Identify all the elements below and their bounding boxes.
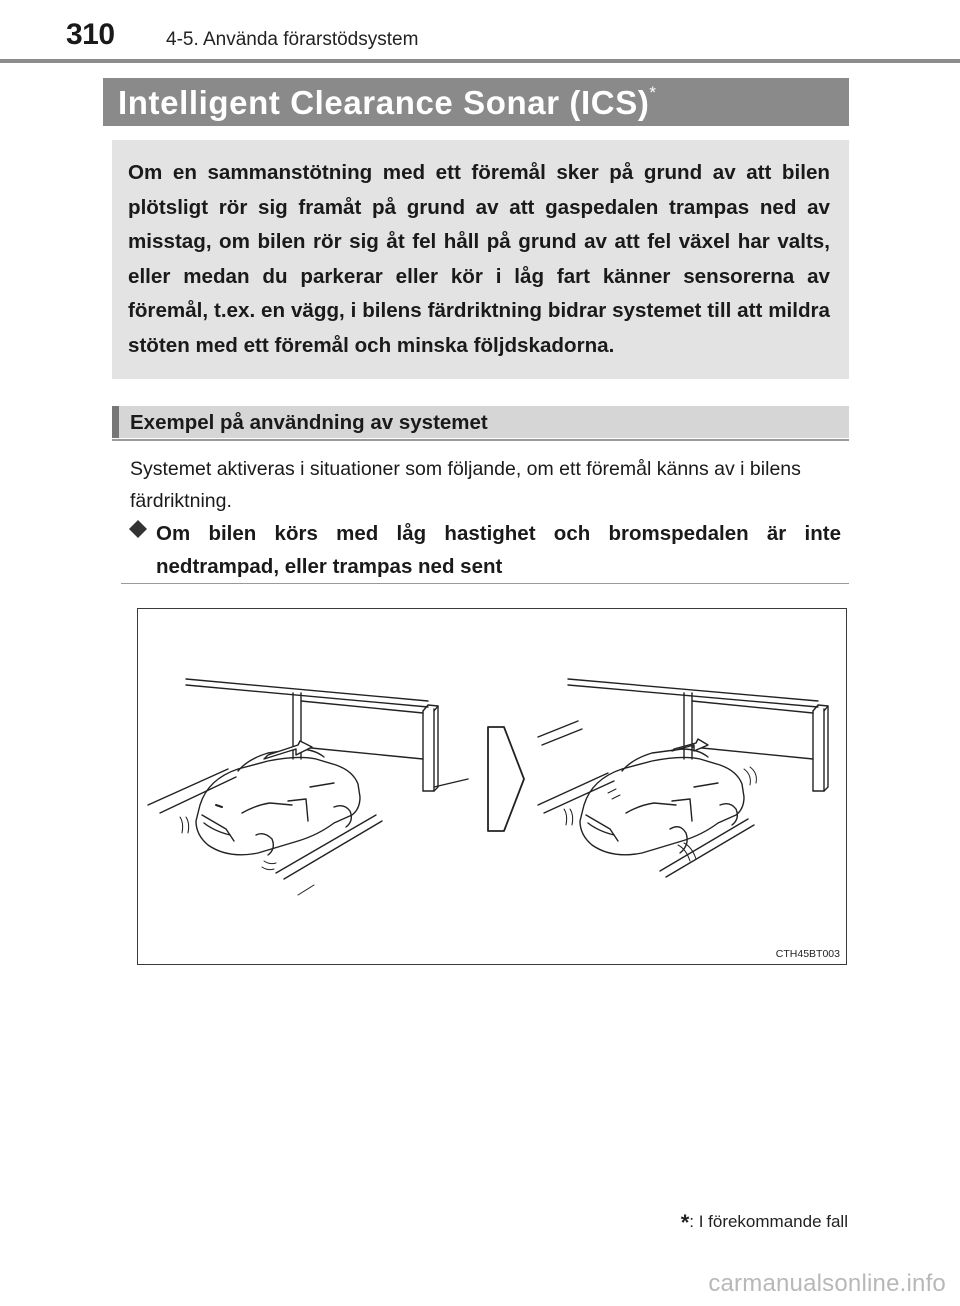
page-number: 310	[66, 18, 115, 51]
diamond-bullet-icon	[129, 520, 147, 538]
intro-box	[112, 140, 849, 379]
section-heading-bar	[112, 406, 849, 438]
car-rear-view-icon-right	[580, 749, 744, 855]
footnote-text: : I förekommande fall	[689, 1212, 848, 1231]
section-heading-accent	[112, 406, 119, 438]
header-section-title: 4-5. Använda förarstödsystem	[166, 29, 419, 50]
section-heading-rule	[112, 439, 849, 441]
section-body-text: Systemet aktiveras i situationer som följande, om ett föremål känns av i bilens färdriktning.	[130, 458, 801, 512]
footnote-marker: *	[680, 1210, 690, 1235]
figure-code: CTH45BT003	[775, 948, 840, 960]
transition-arrow-icon	[488, 727, 524, 831]
header-divider	[0, 59, 960, 63]
intro-paragraph: Om en sammanstötning med ett föremål sker på grund av att bilen plötsligt rör sig framåt på grund av att gaspedalen trampas ned av misstag, om bilen rör sig åt fel håll på grund av att fel växel har valts, eller medan du parkerar eller kör i låg fart känner sensorerna av föremål, t.ex. en vägg, i bilens färdriktning bidrar systemet till att mildra stöten med ett föremål och minska följdskadorna.	[128, 161, 830, 357]
illustration-figure	[137, 608, 847, 965]
section-heading: Exempel på användning av systemet	[130, 411, 488, 434]
page-title	[118, 84, 657, 122]
illustration-drawing	[138, 609, 845, 963]
watermark: carmanualsonline.info	[708, 1270, 946, 1297]
forward-arrow-icon-left	[264, 741, 312, 759]
title-footnote-marker: *	[649, 83, 657, 102]
bullet-divider	[121, 583, 849, 584]
page-title-text: Intelligent Clearance Sonar (ICS)	[118, 84, 650, 121]
page-title-bar	[103, 78, 849, 126]
bullet-item: Om bilen körs med låg hastighet och bromspedalen är inte nedtrampad, eller trampas ned sent	[156, 522, 841, 578]
parking-wall-icon-left	[186, 679, 468, 791]
footnote	[681, 1210, 848, 1236]
